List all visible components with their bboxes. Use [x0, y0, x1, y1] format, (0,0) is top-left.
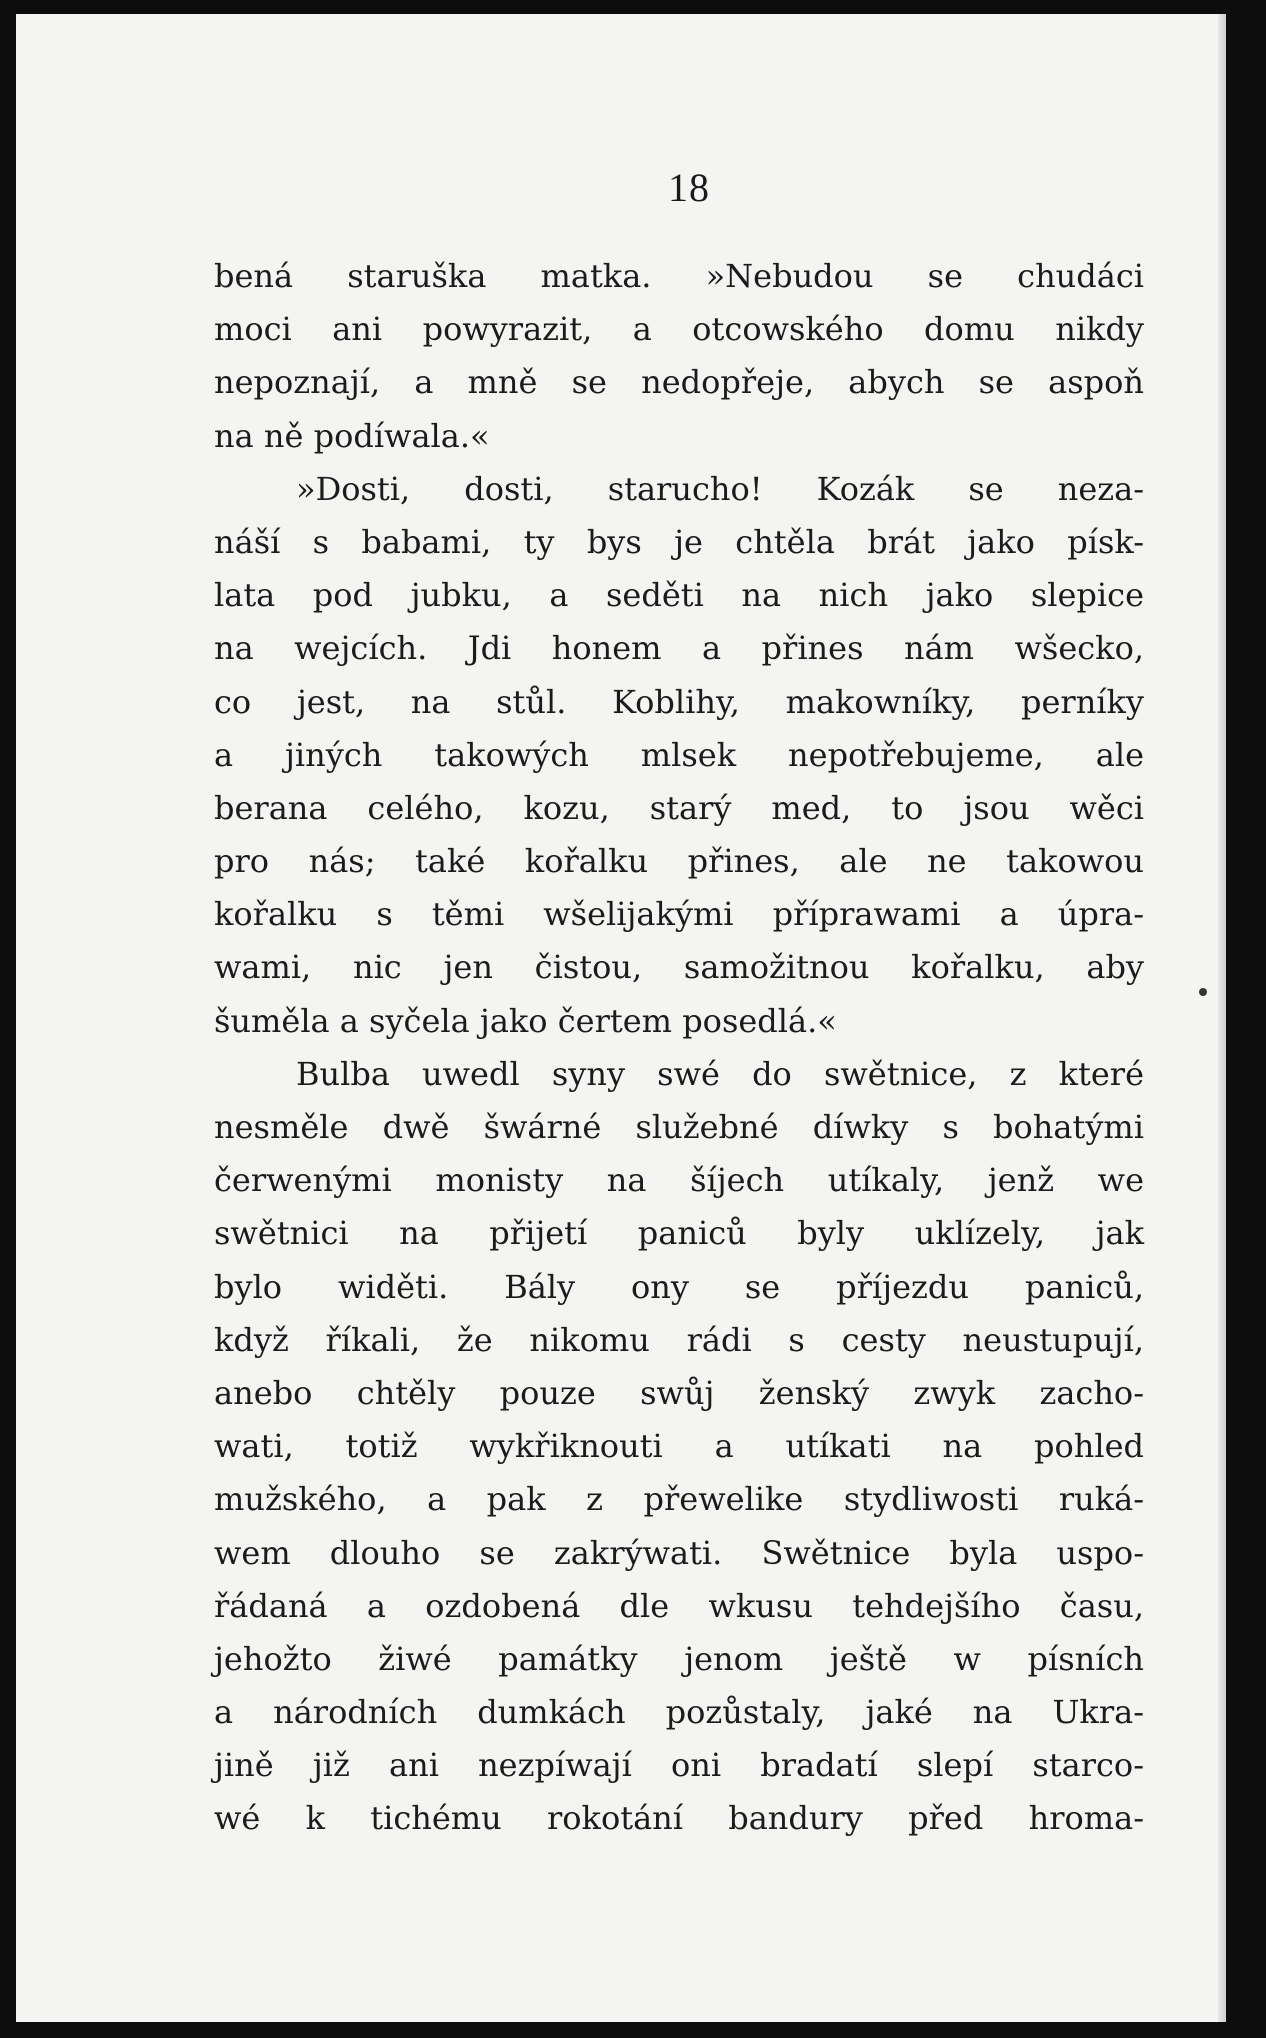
text-line: swětnici na přijetí paniců byly uklízely, jak: [214, 1214, 1144, 1253]
text-line: nesměle dwě šwárné služebné díwky s bohatými: [214, 1108, 1144, 1146]
book-page: [16, 14, 1226, 2022]
page-edge-shadow: [1218, 14, 1226, 2022]
text-line: na ně podíwala.«: [214, 416, 490, 455]
text-line: »Dosti, dosti, starucho! Kozák se neza-: [296, 469, 1144, 508]
page-number: 18: [668, 165, 710, 210]
text-line: anebo chtěly pouze swůj ženský zwyk zacho-: [214, 1373, 1144, 1412]
text-line: bená staruška matka. »Nebudou se chudáci: [214, 257, 1144, 295]
body-text: [214, 250, 1144, 1846]
text-line: mužského, a pak z přewelike stydliwosti ruká-: [214, 1480, 1144, 1519]
text-line: řádaná a ozdobená dle wkusu tehdejšího času,: [214, 1586, 1144, 1625]
text-line: a jiných takowých mlsek nepotřebujeme, ale: [214, 735, 1144, 774]
text-line: jehožto žiwé památky jenom ještě w písních: [214, 1639, 1144, 1678]
text-line: berana celého, kozu, starý med, to jsou wěci: [214, 788, 1144, 827]
text-line: na wejcích. Jdi honem a přines nám wšecko,: [214, 629, 1144, 668]
text-line: čerwenými monisty na šíjech utíkaly, jenž we: [214, 1161, 1144, 1200]
text-line: když říkali, že nikomu rádi s cesty neustupují,: [214, 1320, 1144, 1359]
text-line: moci ani powyrazit, a otcowského domu nikdy: [214, 310, 1144, 349]
text-line: a národních dumkách pozůstaly, jaké na Ukra-: [214, 1693, 1144, 1732]
ink-speck: [1199, 988, 1207, 996]
text-line: wati, totiž wykřiknouti a utíkati na pohled: [214, 1427, 1144, 1466]
text-line: šuměla a syčela jako čertem posedlá.«: [214, 1001, 837, 1040]
text-line: náší s babami, ty bys je chtěla brát jako písk-: [214, 522, 1144, 561]
text-line: jině již ani nezpíwají oni bradatí slepí starco-: [214, 1746, 1144, 1785]
text-line: wem dlouho se zakrýwati. Swětnice byla uspo-: [214, 1533, 1144, 1572]
text-line: nepoznají, a mně se nedopřeje, abych se aspoň: [214, 363, 1144, 402]
text-line: wami, nic jen čistou, samožitnou kořalku, aby: [214, 948, 1144, 987]
text-line: bylo widěti. Bály ony se příjezdu paniců,: [214, 1267, 1144, 1306]
text-line: Bulba uwedl syny swé do swětnice, z které: [296, 1054, 1144, 1093]
text-line: lata pod jubku, a seděti na nich jako slepice: [214, 576, 1144, 615]
text-line: wé k tichému rokotání bandury před hroma-: [214, 1799, 1144, 1838]
text-line: kořalku s těmi wšelijakými příprawami a úpra-: [214, 895, 1144, 934]
text-line: pro nás; také kořalku přines, ale ne takowou: [214, 842, 1144, 881]
text-line: co jest, na stůl. Koblihy, makowníky, perníky: [214, 682, 1144, 721]
